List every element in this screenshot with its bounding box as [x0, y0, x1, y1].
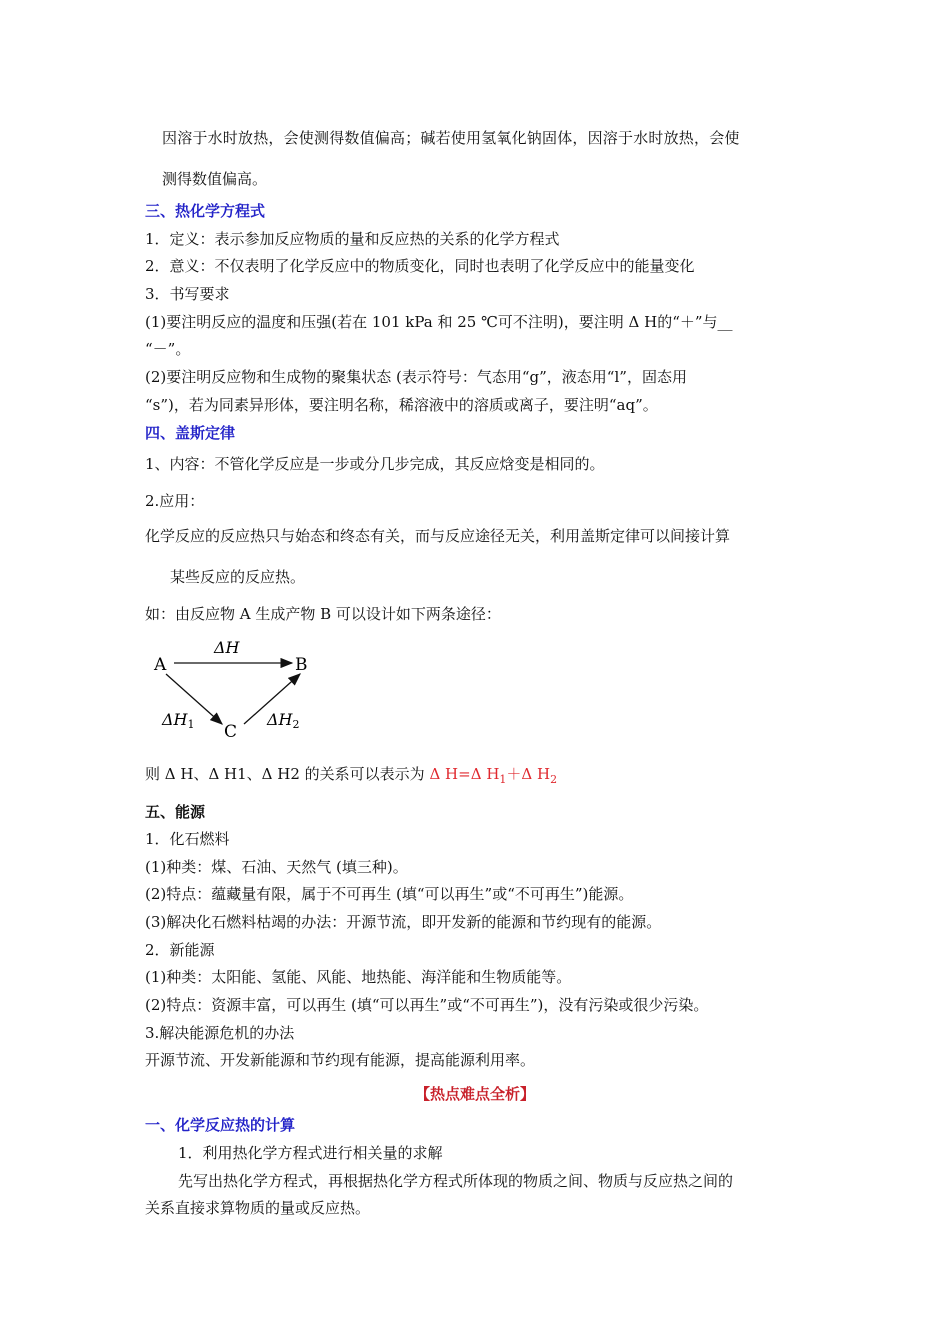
- label-delta-h: ΔH: [214, 638, 240, 657]
- body-line: (2)特点：资源丰富，可以再生 (填“可以再生”或“不可再生”)，没有污染或很少污染。: [145, 996, 709, 1014]
- relation-prefix: 则 Δ H、Δ H1、Δ H2 的关系可以表示为: [145, 765, 425, 783]
- body-line: 2.应用：: [145, 492, 205, 510]
- node-b: B: [295, 655, 308, 675]
- body-line: “－”。: [145, 340, 191, 358]
- body-line: 1．利用热化学方程式进行相关量的求解: [178, 1144, 443, 1162]
- body-line: 1．定义：表示参加反应物质的量和反应热的关系的化学方程式: [145, 230, 560, 248]
- body-line: 开源节流、开发新能源和节约现有能源，提高能源利用率。: [145, 1051, 536, 1069]
- section-heading: 五、能源: [145, 803, 206, 821]
- body-line: 1、内容：不管化学反应是一步或分几步完成，其反应焓变是相同的。: [145, 455, 605, 473]
- relation-line: [145, 763, 557, 791]
- body-line: (2)特点：蕴藏量有限，属于不可再生 (填“可以再生”或“不可再生”)能源。: [145, 885, 634, 903]
- label-delta-h2: ΔH2: [267, 710, 300, 731]
- node-c: C: [224, 722, 238, 742]
- section-heading: 三、热化学方程式: [145, 202, 266, 220]
- body-line: 某些反应的反应热。: [170, 568, 306, 586]
- label-delta-h1: ΔH1: [162, 710, 195, 731]
- body-line: (1)要注明反应的温度和压强(若在 101 kPa 和 25 ℃可不注明)，要注明 Δ H的“＋”与__: [145, 313, 733, 331]
- relation-formula: Δ H=Δ $H_1+\Delta$ $H_2$: [429, 765, 558, 786]
- body-line: 2．新能源: [145, 941, 215, 959]
- body-line: (1)种类：煤、石油、天然气 (填三种)。: [145, 858, 408, 876]
- body-line: 先写出热化学方程式，再根据热化学方程式所体现的物质之间、物质与反应热之间的: [178, 1172, 734, 1190]
- body-line: (2)要注明反应物和生成物的聚集状态 (表示符号：气态用“g”，液态用“l”，固态用: [145, 368, 687, 386]
- body-line: (1)种类：太阳能、氢能、风能、地热能、海洋能和生物质能等。: [145, 968, 572, 986]
- body-line: 2．意义：不仅表明了化学反应中的物质变化，同时也表明了化学反应中的能量变化: [145, 257, 695, 275]
- body-line: (3)解决化石燃料枯竭的办法：开源节流，即开发新的能源和节约现有的能源。: [145, 913, 662, 931]
- section-heading: 一、化学反应热的计算: [145, 1116, 296, 1134]
- section-heading: 四、盖斯定律: [145, 424, 236, 442]
- body-line: 3．书写要求: [145, 285, 230, 303]
- body-line: 测得数值偏高。: [162, 170, 268, 188]
- body-line: 关系直接求算物质的量或反应热。: [145, 1199, 371, 1217]
- body-line: 3.解决能源危机的办法: [145, 1024, 295, 1042]
- body-line: “s”)，若为同素异形体，要注明名称，稀溶液中的溶质或离子，要注明“aq”。: [145, 396, 658, 414]
- hess-law-diagram: [152, 634, 332, 746]
- body-line: 1．化石燃料: [145, 830, 230, 848]
- body-line: 因溶于水时放热，会使测得数值偏高；碱若使用氢氧化钠固体，因溶于水时放热，会使: [162, 129, 740, 147]
- section-title: 【热点难点全析】: [414, 1085, 535, 1103]
- node-a: A: [154, 655, 167, 675]
- body-line: 化学反应的反应热只与始态和终态有关，而与反应途径无关，利用盖斯定律可以间接计算: [145, 527, 731, 545]
- body-line: 如：由反应物 A 生成产物 B 可以设计如下两条途径：: [145, 605, 501, 623]
